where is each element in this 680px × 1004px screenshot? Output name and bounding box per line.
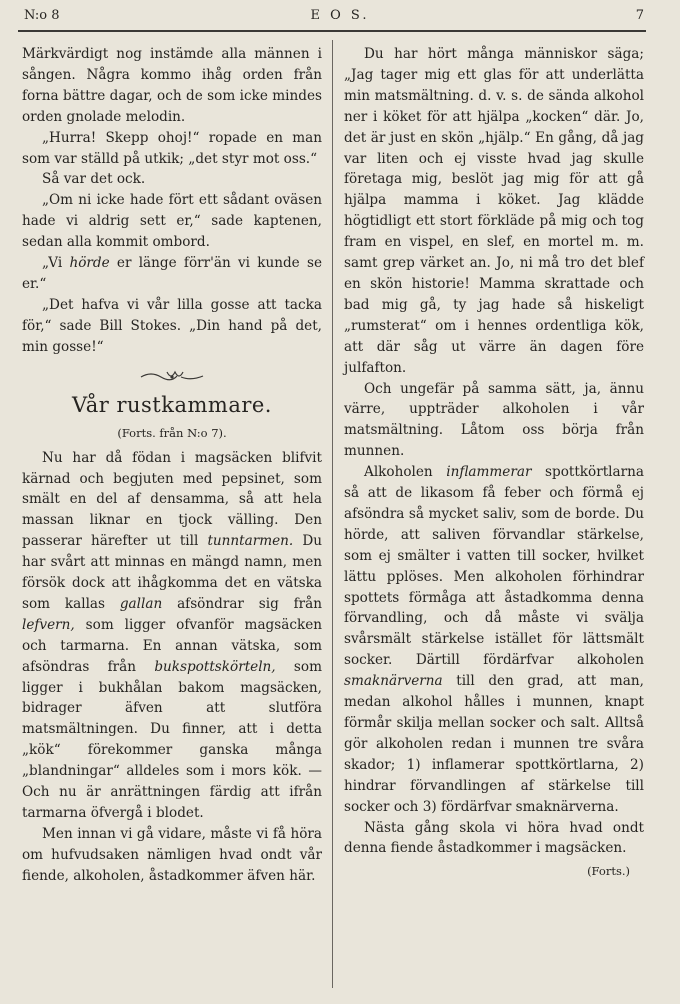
text-run: „Vi [42, 255, 63, 272]
text-run: till den grad, att man, medan alkohol hålles i munnen, knapt förmår skilja mellan socker och salt. Alltså gör alkoholen redan i munnen tre svåra skador; 1) inflamerar spottkörtlarna, 2) hindrar förvandlingen af stärkelse till socker och 3) fördärfvar smaknärverna. [344, 673, 644, 815]
article-subtitle: (Forts. från N:o 7). [117, 425, 227, 440]
continued-note: (Forts.) [587, 864, 630, 879]
paragraph: Men innan vi gå vidare, måste vi få höra om hufvudsaken nämligen hvad ondt vår fiende, alkoholen, åstadkommer äfven här. [22, 825, 322, 884]
page-header [0, 0, 680, 34]
text-run: som ligger ofvanför magsäcken och tarmarna. En annan vätska, som afsöndras från [22, 616, 322, 675]
emphasis: hörde [69, 255, 110, 272]
left-column [22, 44, 322, 887]
article-title: Vår rustkammare. [72, 392, 272, 417]
paragraph: Märkvärdigt nog instämde alla männen i sången. Några kommo ihåg orden från forna bättre dagar, och de som icke mindes orden gnolade melodin. [22, 46, 322, 125]
emphasis: tunntarmen. [207, 533, 294, 550]
flourish-ornament-icon [137, 368, 207, 384]
paragraph: Nästa gång skola vi höra hvad ondt denna fiende åstadkommer i magsäcken. [344, 819, 644, 857]
paragraph: „Om ni icke hade fört ett sådant oväsen hade vi aldrig sett er,“ sade kaptenen, sedan alla kommit ombord. [22, 192, 322, 251]
paragraph: Du har hört många människor säga; „Jag tager mig ett glas för att underlätta min matsmältning. d. v. s. de sända alkohol ner i köket för att hjälpa „kocken“ där. Jo, det är just en skön „hjälp.“ En gång, då jag var liten och ej visste hvad jag skulle företaga mig, beslöt jag mig för att gå hjälpa mamma i köket. Jag klädde högtidligt ett stort förkläde på mig och tog fram en vispel, en slef, en mortel m. m. samt grep värket an. Jo, ni må tro det blef en skön historie! Mamma skrattade och bad mig gå, ty jag hade så hiskeligt „rumsterat“ om i hennes ordentliga kök, att där såg ut värre än dagen före julfafton. [344, 46, 644, 376]
emphasis: inflammerar [446, 464, 532, 481]
text-run: er länge förr'än vi kunde se er.“ [22, 255, 322, 292]
paragraph: „Det hafva vi vår lilla gosse att tacka för,“ sade Bill Stokes. „Din hand på det, min gosse!“ [22, 296, 322, 355]
emphasis: gallan [119, 595, 163, 612]
paragraph: „Hurra! Skepp ohoj!“ ropade en man som var ställd på utkik; „det styr mot oss.“ [22, 129, 322, 167]
paragraph [344, 462, 644, 817]
text-run: Alkoholen [364, 464, 433, 481]
paragraph [22, 448, 322, 824]
header-rule [18, 30, 646, 32]
column-divider [332, 40, 333, 988]
text-run: spottkörtlarna så att de likasom få feber och förmå ej afsöndra så mycket saliv, som de borde. Du hörde, att saliven förvandlar stärkelse, som ej smälter i vatten till socker, hvilket lättu pplöses. Men alkoholen förhindrar spottets förmåga att åstadkomma denna förvandling, och då måste vi svälja svårsmält stärkelse istället för lättsmält socker. Därtill fördärfvar alkoholen [344, 464, 644, 669]
right-column [344, 44, 644, 882]
text-run: Du har svårt att minnas en mängd namn, men försök dock att ihågkomma det en vätska som kallas [22, 533, 322, 612]
emphasis: lefvern, [22, 616, 75, 633]
text-run: som ligger i bukhålan bakom magsäcken, bidrager äfven att slutföra matsmältningen. Du finner, att i detta „kök“ förekommer ganska många „blandningar“ alldeles som i mors kök. — Och nu är anrättningen färdig att ifrån tarmarna öfvergå i blodet. [22, 658, 322, 821]
emphasis: bukspottskörteln, [154, 658, 276, 675]
text-run: Nu har då födan i magsäcken blifvit kärnad och begjuten med pepsinet, som smält en del af densamma, så att hela massan liknar en tjock välling. Den passerar härefter ut till [22, 449, 322, 550]
emphasis: smaknärverna [344, 673, 443, 690]
journal-title: E O S. [310, 8, 370, 23]
paragraph: Så var det ock. [42, 171, 146, 188]
paragraph [22, 253, 322, 295]
paragraph: Och ungefär på samma sätt, ja, ännu värre, uppträder alkoholen i vår matsmältning. Låtom oss börja från munnen. [344, 380, 644, 460]
issue-number: N:o 8 [24, 8, 60, 23]
text-run: afsöndrar sig från [177, 595, 322, 612]
page-number: 7 [635, 8, 644, 23]
